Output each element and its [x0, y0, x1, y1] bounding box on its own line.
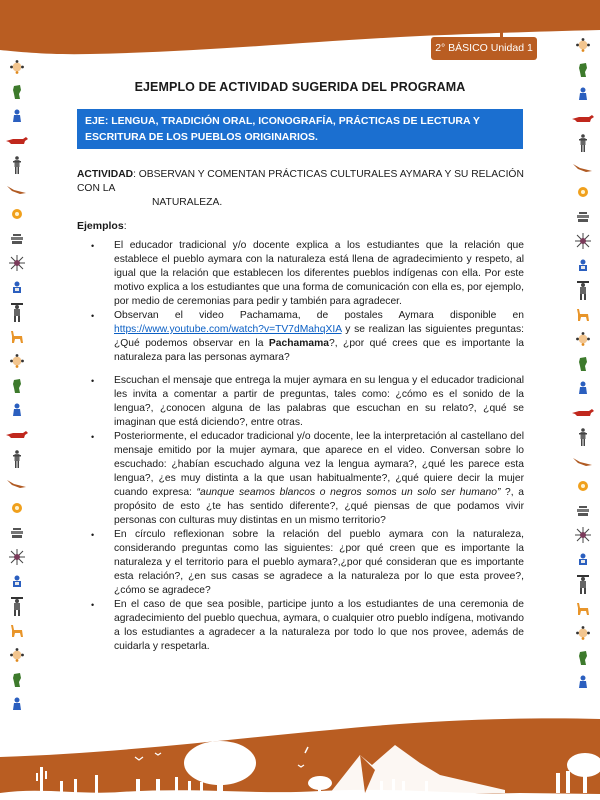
blue-doll-icon: [566, 548, 600, 573]
sun-face-icon: [0, 55, 34, 80]
blue-figure-icon: [566, 670, 600, 695]
standing-man-icon: [566, 131, 600, 156]
list-item-text: En el caso de que sea posible, participe junto a los estudiantes de una ceremonia de agradecimiento del pueblo quechua, aymara, o cualquier otro pueblo indígena, motivando a los estudiantes a agradecer a la naturaleza por todo lo que nos provee, además de cuidarla y respetarla.: [114, 599, 524, 652]
bullet-icon: •: [91, 311, 95, 321]
warrior-icon: [566, 278, 600, 303]
ejemplos-label-text: Ejemplos: [77, 220, 124, 232]
list-item: [77, 239, 524, 309]
footer-landscape-band: [0, 695, 600, 800]
sun-face-icon: [0, 643, 34, 668]
condor-icon: [0, 178, 34, 203]
list-item: [77, 309, 524, 365]
star-burst-icon: [0, 251, 34, 276]
list-item-text: El educador tradicional y/o docente explica a los estudiantes que la relación que establece el pueblo aymara con la naturaleza está llena de agradecimiento y respeto, al igual que la relación que establecen los diferentes pueblos indígenas con ella. Por este motivo explica a los estudiantes que una forma de comunicación con ella es, por ejemplo, por medio de ceremonias para pedir y también para agradecer.: [114, 240, 524, 307]
llama-icon: [566, 597, 600, 622]
frog-icon: [0, 374, 34, 399]
list-item-text: ?, ¿por qué crees que es importante la naturaleza para las personas aymara?: [114, 338, 524, 363]
flower-icon: [566, 180, 600, 205]
llama-icon: [0, 325, 34, 350]
bullet-icon: •: [91, 530, 95, 540]
actividad-line2: NATURALEZA.: [152, 197, 223, 208]
ejemplos-colon: :: [123, 220, 127, 232]
star-burst-icon: [566, 229, 600, 254]
list-item-text: Posteriormente, el educador tradicional y/o docente, lee la interpretación al castellano del mensaje emitido por la mujer aymara, que aparece en el video. Conversan sobre lo escuchado: ¿habían escuchado alguna vez la lengua aymara?, ¿qué les parece esta lengua?, ¿es muy distinta a la que usan habitualmente?, ¿qué quiere decir la mujer cuando expresa:: [114, 431, 524, 498]
star-burst-icon: [0, 545, 34, 570]
blue-figure-icon: [566, 376, 600, 401]
pot-icon: [0, 521, 34, 546]
condor-icon: [566, 156, 600, 181]
list-item: [77, 374, 524, 430]
sun-face-icon: [566, 33, 600, 58]
pachamama-bold: Pachamama: [268, 338, 329, 349]
star-burst-icon: [566, 523, 600, 548]
warrior-icon: [0, 594, 34, 619]
condor-icon: [0, 472, 34, 497]
llama-icon: [566, 303, 600, 328]
warrior-icon: [0, 300, 34, 325]
quote-italic: “aunque seamos blancos o negros somos un solo ser humano”: [196, 487, 501, 498]
frog-icon: [566, 58, 600, 83]
blue-doll-icon: [566, 254, 600, 279]
fox-icon: [566, 401, 600, 426]
pot-icon: [566, 205, 600, 230]
flower-icon: [0, 202, 34, 227]
left-icon-column: [0, 55, 34, 717]
right-icon-column: [566, 33, 600, 695]
list-item: [77, 598, 524, 654]
ejemplos-list: [77, 239, 524, 654]
list-item-text: En círculo reflexionan sobre la relación del pueblo aymara con la naturaleza, considerando preguntas como las siguientes: ¿por qué creen que es importante la naturaleza y el territorio para el pueblo aymara?,¿por qué consideran que es importante esta relación?, ¿en sus casas se agradece a la naturaleza por lo que esta provee?, ¿cómo se agradece?: [114, 529, 524, 596]
flower-icon: [566, 474, 600, 499]
warrior-icon: [566, 572, 600, 597]
pot-icon: [0, 227, 34, 252]
condor-icon: [566, 450, 600, 475]
fox-icon: [0, 129, 34, 154]
youtube-link[interactable]: https://www.youtube.com/watch?v=TV7dMahqXIA: [114, 324, 342, 335]
blue-doll-icon: [0, 276, 34, 301]
frog-icon: [566, 352, 600, 377]
ejemplos-heading: [77, 220, 127, 232]
blue-figure-icon: [0, 104, 34, 129]
pot-icon: [566, 499, 600, 524]
actividad-label: ACTIVIDAD: [77, 169, 134, 180]
blue-figure-icon: [0, 398, 34, 423]
sun-face-icon: [0, 349, 34, 374]
bullet-icon: •: [91, 241, 95, 251]
page-title: EJEMPLO DE ACTIVIDAD SUGERIDA DEL PROGRAMA: [134, 80, 466, 94]
standing-man-icon: [0, 447, 34, 472]
unit-badge: 2° BÁSICO Unidad 1: [431, 37, 537, 60]
list-item-text: y se realizan las siguientes preguntas: ¿Qué podemos observar en la: [114, 324, 524, 349]
frog-icon: [566, 646, 600, 671]
fox-icon: [0, 423, 34, 448]
sun-face-icon: [566, 327, 600, 352]
list-item: [77, 430, 524, 528]
eje-banner: EJE: LENGUA, TRADICIÓN ORAL, ICONOGRAFÍA, PRÁCTICAS DE LECTURA Y ESCRITURA DE LOS PUEBLOS ORIGINARIOS.: [77, 109, 523, 149]
list-item-text: Escuchan el mensaje que entrega la mujer aymara en su lengua y el educador tradicional les invita a comentar a partir de preguntas, tales como: ¿cómo es el sonido de la lengua?, ¿conocen alguna de las palabras que escuchan en su relato?, ¿qué se imaginan que está diciendo?, entre otras.: [114, 375, 524, 428]
actividad-block: [77, 168, 537, 210]
bullet-icon: •: [91, 376, 95, 386]
bullet-icon: •: [91, 600, 95, 610]
list-item-text: Observan el video Pachamama, de postales Aymara disponible en: [114, 310, 524, 321]
fox-icon: [566, 107, 600, 132]
standing-man-icon: [566, 425, 600, 450]
list-item: [77, 528, 524, 598]
standing-man-icon: [0, 153, 34, 178]
llama-icon: [0, 619, 34, 644]
sun-face-icon: [566, 621, 600, 646]
flower-icon: [0, 496, 34, 521]
frog-icon: [0, 668, 34, 693]
blue-doll-icon: [0, 570, 34, 595]
bullet-icon: •: [91, 432, 95, 442]
actividad-line1: : OBSERVAN Y COMENTAN PRÁCTICAS CULTURALES AYMARA Y SU RELACIÓN CON LA: [77, 169, 524, 194]
list-item-text: ?, a propósito de esto ¿te has sentido diferente?, ¿qué piensas de que podamos vivir personas con culturas muy distintas en un mismo territorio?: [114, 487, 525, 526]
